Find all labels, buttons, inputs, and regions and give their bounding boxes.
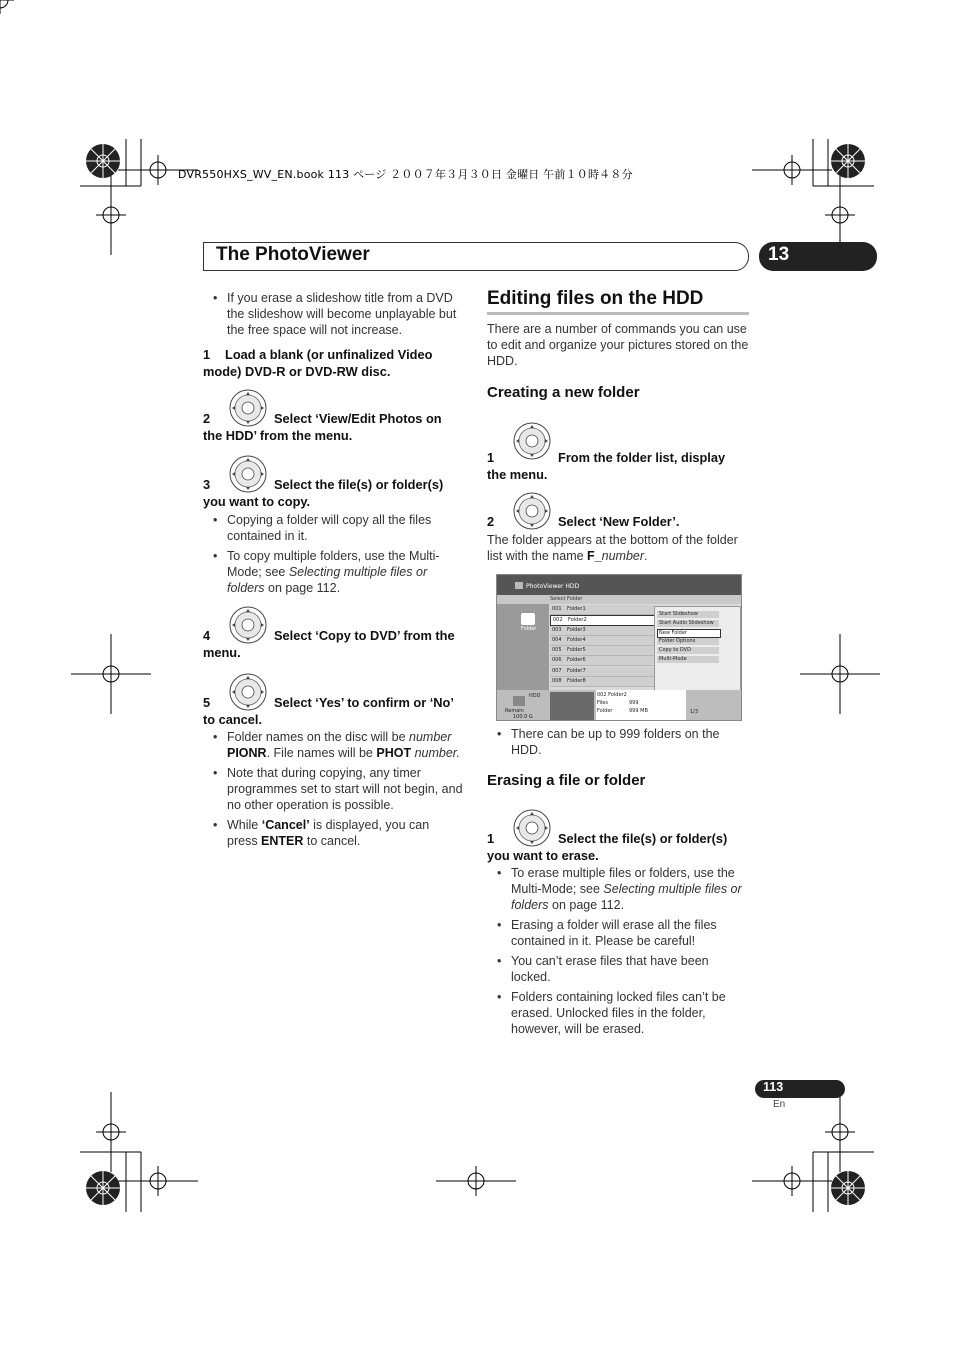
page-number: 113 bbox=[763, 1080, 784, 1094]
step-number: 1 bbox=[487, 831, 495, 846]
row-num: 004 bbox=[552, 637, 562, 643]
heading-rule bbox=[487, 312, 749, 315]
info-size-value: 999 MB bbox=[629, 708, 648, 714]
menu-label: Folder Options bbox=[659, 638, 696, 644]
context-menu bbox=[654, 606, 741, 691]
row-num: 008 bbox=[552, 678, 562, 684]
folder-panel bbox=[497, 604, 549, 690]
bullet-erase-folder bbox=[497, 917, 749, 949]
bullet-text-mid: is displayed, you can press bbox=[227, 818, 430, 848]
row-num: 007 bbox=[552, 668, 562, 674]
cross-reference: Selecting multiple files or folders bbox=[511, 882, 742, 912]
photoviewer-screen bbox=[496, 574, 742, 721]
step-5-notes bbox=[213, 729, 463, 853]
step-number: 1 bbox=[203, 347, 211, 362]
bullet-text: Folder names on the disc will be bbox=[227, 730, 410, 744]
bullet-slideshow-erase bbox=[213, 290, 465, 338]
row-num: 003 bbox=[552, 627, 562, 633]
step-3-select-files bbox=[203, 476, 465, 510]
bullet-text-end: on page 112. bbox=[548, 898, 625, 912]
bullet-copy-folder bbox=[213, 512, 463, 544]
row-name: Folder6 bbox=[567, 657, 586, 663]
step-text: Select ‘New Folder’. bbox=[558, 514, 680, 529]
remain-value: 100.0 G bbox=[513, 714, 533, 720]
step-text-cont: you want to copy. bbox=[203, 494, 311, 509]
term-phot: PHOT bbox=[376, 746, 412, 760]
description-end: . bbox=[644, 549, 648, 563]
step-number: 1 bbox=[487, 450, 495, 465]
bullet-timer-note bbox=[213, 765, 463, 813]
folder-row[interactable] bbox=[550, 636, 654, 646]
erase-notes bbox=[497, 865, 749, 1041]
subheading-new-folder: Creating a new folder bbox=[487, 384, 640, 401]
step-1-display-menu bbox=[487, 449, 749, 483]
term-number: number bbox=[601, 549, 645, 563]
step-1-load-disc bbox=[203, 346, 465, 380]
row-num: 005 bbox=[552, 647, 562, 653]
bullet-text: To erase multiple files or folders, use the Multi-Mode; see bbox=[511, 866, 735, 896]
folder-prefix: F_ bbox=[587, 549, 602, 563]
bullet-text: There can be up to 999 folders on the HDD. bbox=[511, 727, 720, 757]
step-text: From the folder list, display bbox=[558, 450, 726, 465]
menu-item-copy-to-dvd[interactable] bbox=[657, 647, 719, 654]
bullet-text: To copy multiple folders, use the Multi-Mode; see bbox=[227, 549, 440, 579]
menu-item-multi-mode[interactable] bbox=[657, 656, 719, 663]
section-heading: Editing files on the HDD bbox=[487, 288, 704, 309]
folder-row[interactable] bbox=[550, 677, 654, 687]
page-language: En bbox=[773, 1099, 786, 1110]
bullet-locked-files bbox=[497, 953, 749, 985]
term-pionr: PIONR bbox=[227, 746, 267, 760]
term-enter: ENTER bbox=[261, 834, 304, 848]
section-editing-files bbox=[487, 288, 749, 315]
step-number: 4 bbox=[203, 628, 211, 643]
term-number-2: number. bbox=[414, 746, 460, 760]
bullet-folder-limit bbox=[497, 726, 747, 758]
step-4-copy-to-dvd bbox=[203, 627, 465, 661]
step-text: Select ‘Copy to DVD’ from the bbox=[274, 628, 455, 643]
row-name: Folder5 bbox=[567, 647, 586, 653]
new-folder-notes bbox=[497, 726, 747, 762]
bullet-folder-names bbox=[213, 729, 463, 761]
folder-thumbnail bbox=[550, 692, 594, 720]
section-intro bbox=[487, 321, 749, 369]
step-number: 5 bbox=[203, 695, 211, 710]
folder-label: Folder bbox=[521, 626, 537, 632]
bullet-text: If you erase a slideshow title from a DVD the slideshow will become unplayable but the free space will not increase. bbox=[227, 291, 457, 337]
bullet-text: Erasing a folder will erase all the files contained in it. Please be careful! bbox=[511, 918, 717, 948]
row-name: Folder3 bbox=[567, 627, 586, 633]
step-1-select-to-erase bbox=[487, 830, 749, 864]
step-text-cont: you want to erase. bbox=[487, 848, 599, 863]
photo-icon bbox=[515, 582, 523, 589]
row-name: Folder1 bbox=[567, 606, 586, 612]
screen-subtitle: Select Folder bbox=[550, 596, 583, 602]
row-name: Folder7 bbox=[567, 668, 586, 674]
step-3-notes bbox=[213, 512, 463, 600]
chapter-number: 13 bbox=[768, 244, 790, 265]
folder-info-panel bbox=[596, 690, 686, 720]
remain-label: Remain bbox=[505, 708, 524, 714]
menu-item-new-folder[interactable] bbox=[657, 629, 721, 638]
menu-item-folder-options[interactable] bbox=[657, 638, 719, 645]
folder-row[interactable] bbox=[550, 667, 654, 677]
hdd-label: HDD bbox=[529, 693, 541, 699]
new-folder-description bbox=[487, 532, 749, 564]
menu-label: Start Audio Slideshow bbox=[659, 620, 714, 626]
bullet-erase-multi bbox=[497, 865, 749, 913]
bullet-text: Note that during copying, any timer programmes set to start will not begin, and no other operation is possible. bbox=[227, 766, 463, 812]
step-number: 3 bbox=[203, 477, 211, 492]
description-text: The folder appears at the bottom of the folder list with the name bbox=[487, 533, 738, 563]
left-column bbox=[203, 290, 465, 342]
step-text: Select ‘Yes’ to confirm or ‘No’ bbox=[274, 695, 454, 710]
row-name: Folder2 bbox=[568, 617, 587, 623]
bullet-text-end: on page 112. bbox=[264, 581, 341, 595]
row-num: 006 bbox=[552, 657, 562, 663]
bullet-locked-folders bbox=[497, 989, 749, 1037]
menu-label: New Folder bbox=[659, 630, 687, 636]
step-number: 2 bbox=[203, 411, 211, 426]
subheading-erase: Erasing a file or folder bbox=[487, 772, 646, 789]
folder-row[interactable] bbox=[550, 656, 654, 666]
bullet-multi-mode bbox=[213, 548, 463, 596]
folder-row-selected[interactable] bbox=[550, 615, 656, 626]
info-files-value: 999 bbox=[629, 700, 639, 706]
info-files-label: Files bbox=[597, 700, 608, 706]
step-2-new-folder bbox=[487, 513, 749, 530]
row-name: Folder4 bbox=[567, 637, 586, 643]
term-number: number bbox=[409, 730, 452, 744]
step-text-cont: to cancel. bbox=[203, 712, 263, 727]
step-text: Select the file(s) or folder(s) bbox=[558, 831, 728, 846]
screen-status-bar bbox=[497, 690, 741, 720]
step-5-confirm bbox=[203, 694, 465, 728]
step-text: Select the file(s) or folder(s) bbox=[274, 477, 444, 492]
bullet-text-mid: . File names will be bbox=[266, 746, 377, 760]
folder-row[interactable] bbox=[550, 626, 654, 636]
step-text-cont: the menu. bbox=[487, 467, 548, 482]
screen-titlebar bbox=[497, 575, 741, 595]
menu-item-start-audio-slideshow[interactable] bbox=[657, 620, 719, 627]
intro-text: There are a number of commands you can use to edit and organize your pictures stored on the HDD. bbox=[487, 322, 749, 368]
menu-label: Copy to DVD bbox=[659, 647, 691, 653]
step-text-cont: menu. bbox=[203, 645, 241, 660]
step-text: Load a blank (or unfinalized Video mode) DVD-R or DVD-RW disc. bbox=[203, 347, 433, 379]
step-number: 2 bbox=[487, 514, 495, 529]
row-num: 002 bbox=[553, 617, 563, 623]
bullet-text-end: to cancel. bbox=[303, 834, 361, 848]
folder-icon bbox=[521, 613, 535, 625]
cross-reference: Selecting multiple files or folders bbox=[227, 565, 428, 595]
menu-label: Multi-Mode bbox=[659, 656, 687, 662]
menu-label: Start Slideshow bbox=[659, 611, 698, 617]
screen-page-indicator: 1/3 bbox=[690, 709, 699, 715]
screen-title: PhotoViewer HDD bbox=[526, 583, 580, 590]
step-text: Select ‘View/Edit Photos on bbox=[274, 411, 442, 426]
term-cancel: ‘Cancel’ bbox=[261, 818, 310, 832]
row-num: 001 bbox=[552, 606, 562, 612]
hdd-icon bbox=[513, 696, 525, 706]
screen-subtitle-bar bbox=[497, 595, 741, 604]
info-folder-name: 002 Folder2 bbox=[597, 692, 627, 698]
step-2-select-view-edit bbox=[203, 410, 465, 444]
info-size-label: Folder bbox=[597, 708, 613, 714]
bullet-text: Copying a folder will copy all the files contained in it. bbox=[227, 513, 432, 543]
folder-row[interactable] bbox=[550, 605, 654, 615]
bullet-cancel-note bbox=[213, 817, 463, 849]
bullet-text: You can’t erase files that have been locked. bbox=[511, 954, 709, 984]
row-name: Folder8 bbox=[567, 678, 586, 684]
folder-row[interactable] bbox=[550, 646, 654, 656]
bullet-text: While bbox=[227, 818, 262, 832]
bullet-text: Folders containing locked files can’t be erased. Unlocked files in the folder, however, will be erased. bbox=[511, 990, 726, 1036]
menu-item-start-slideshow[interactable] bbox=[657, 611, 719, 618]
file-info: DVR550HXS_WV_EN.book 113 ページ ２００７年３月３０日 金曜日 午前１０時４８分 bbox=[178, 168, 633, 181]
step-text-cont: the HDD’ from the menu. bbox=[203, 428, 353, 443]
page-title: The PhotoViewer bbox=[216, 244, 370, 265]
